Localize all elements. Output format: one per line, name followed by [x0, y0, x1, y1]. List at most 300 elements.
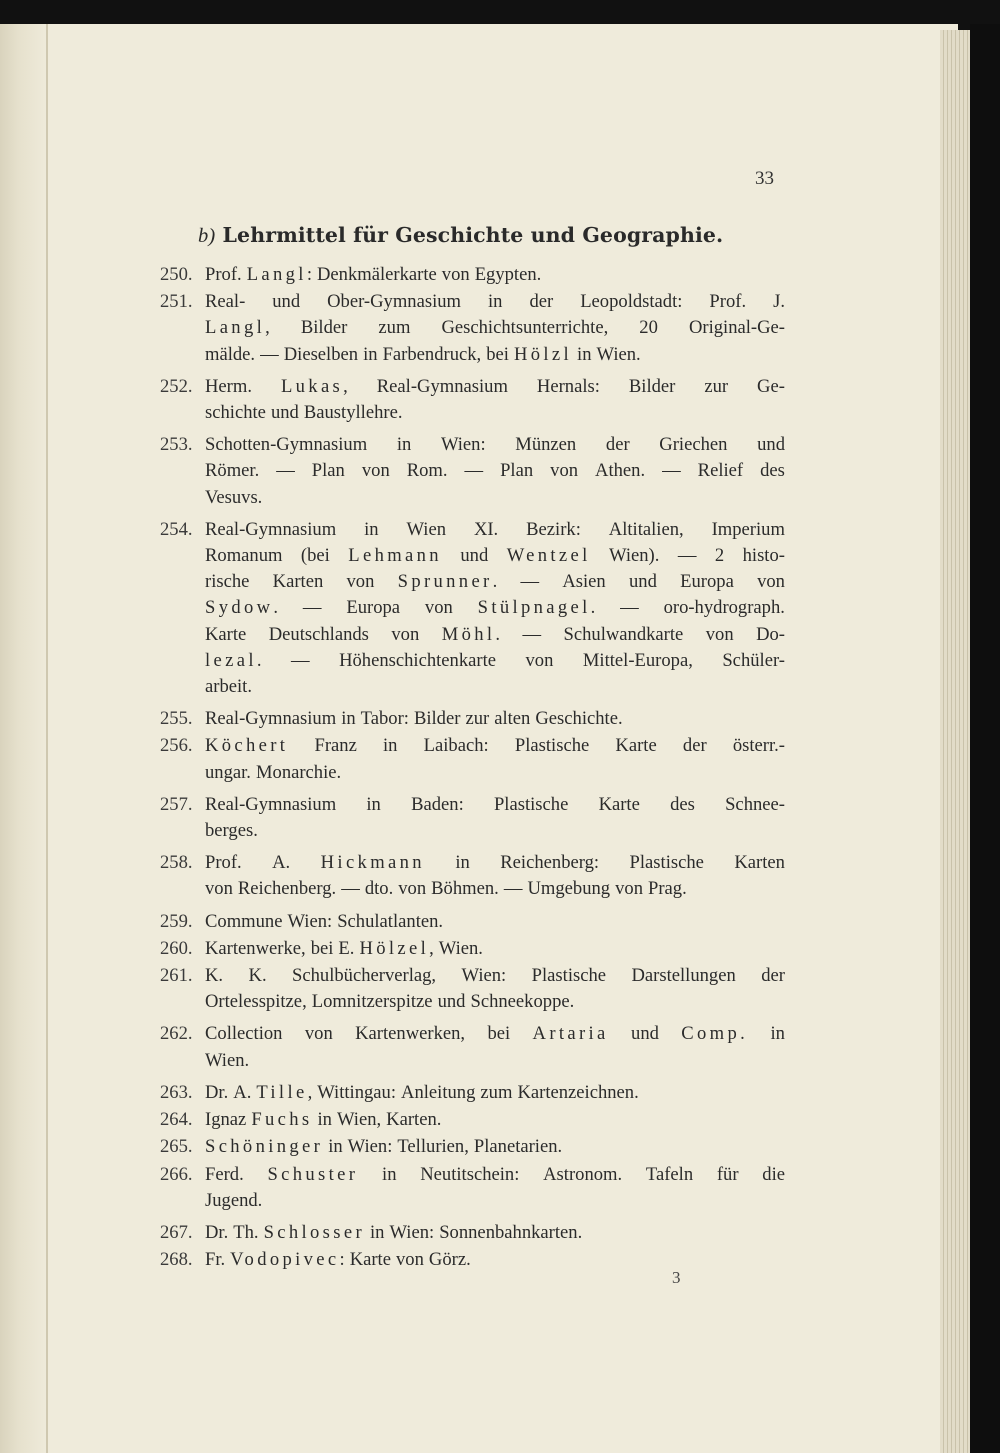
word — [398, 569, 498, 595]
text: Plastische — [629, 852, 704, 874]
spaced-name: Comp. — [681, 1023, 749, 1045]
entry-number: 264. — [160, 1109, 193, 1131]
word — [205, 936, 306, 962]
word — [474, 517, 498, 543]
word — [630, 850, 704, 876]
word — [438, 989, 466, 1015]
entry-line — [205, 622, 785, 648]
text: Tabor: — [360, 708, 409, 730]
word — [301, 315, 347, 341]
spaced-name: Schöninger — [205, 1136, 324, 1158]
entry-number: 250. — [160, 264, 193, 285]
entry-list — [160, 262, 785, 1274]
page-gutter — [0, 24, 48, 1453]
text: bei — [486, 343, 509, 365]
entry-number: 251. — [160, 291, 193, 313]
word — [205, 1021, 282, 1047]
word — [629, 374, 675, 400]
text: von — [205, 878, 233, 900]
word — [359, 936, 433, 962]
text: — — [620, 597, 639, 619]
text: von — [441, 264, 470, 285]
text: Farbendruck, — [382, 343, 482, 365]
text: Athen. — [595, 460, 646, 482]
spaced-name: Hölzl — [513, 343, 573, 365]
word — [346, 595, 400, 621]
text: Karte — [598, 793, 640, 815]
text: Mittel-Europa, — [582, 649, 693, 671]
text: Schulbücherverlag, — [292, 965, 437, 987]
entry-line — [205, 485, 785, 511]
word — [529, 289, 553, 315]
word — [527, 876, 610, 902]
word — [315, 733, 357, 759]
text: die — [762, 1163, 785, 1185]
text: ungar. — [205, 761, 251, 783]
text: berges. — [205, 820, 258, 842]
text: von — [424, 597, 453, 619]
list-item — [160, 1247, 785, 1273]
text: des — [760, 460, 785, 482]
page-edges — [940, 30, 970, 1453]
word — [488, 289, 502, 315]
entry-line — [205, 374, 785, 400]
text: bei — [310, 937, 334, 959]
entry-line — [205, 733, 785, 759]
text: — — [302, 597, 322, 619]
entry-number: 253. — [160, 434, 193, 456]
text: Plan — [500, 460, 534, 482]
word — [271, 400, 299, 426]
word — [205, 1247, 225, 1273]
signature-mark: 3 — [672, 1268, 681, 1287]
word — [662, 458, 681, 484]
text: der — [682, 735, 707, 757]
word — [698, 458, 743, 484]
entry-line — [205, 517, 785, 543]
list-item — [160, 1162, 785, 1214]
text: von — [361, 460, 390, 482]
text: von — [346, 571, 375, 593]
text: rische — [205, 571, 250, 593]
text: Geschichte. — [535, 708, 623, 730]
word — [311, 936, 334, 962]
word — [256, 1080, 312, 1106]
word — [597, 342, 641, 368]
word — [205, 543, 282, 569]
text: dto. — [364, 878, 394, 900]
text: Ortelesspitze, — [205, 991, 307, 1013]
word — [517, 1080, 638, 1106]
list-item — [160, 374, 785, 426]
word — [743, 543, 785, 569]
entry-number: 259. — [160, 910, 193, 932]
spaced-name: Köchert — [205, 735, 289, 757]
text: Deutschlands — [268, 623, 369, 645]
text: , — [307, 1081, 313, 1103]
entry-line — [205, 1107, 785, 1133]
word — [543, 1162, 622, 1188]
word — [420, 1162, 519, 1188]
text: Münzen — [515, 434, 577, 456]
entry-line — [205, 1048, 785, 1074]
word — [494, 706, 530, 732]
text: : — [306, 264, 312, 285]
word — [397, 432, 411, 458]
word — [532, 963, 606, 989]
spaced-name: Hickmann — [320, 852, 425, 874]
spaced-name: Tille — [256, 1081, 308, 1103]
word — [411, 792, 464, 818]
word — [504, 876, 523, 902]
text: — — [677, 545, 697, 567]
word — [715, 543, 724, 569]
entry-number: 256. — [160, 735, 193, 757]
entry-line — [205, 315, 785, 341]
word — [761, 963, 785, 989]
text: Bilder — [628, 375, 676, 397]
word — [487, 1021, 510, 1047]
word — [284, 342, 358, 368]
word — [760, 458, 785, 484]
word — [631, 1021, 659, 1047]
word — [288, 909, 333, 935]
word — [639, 315, 658, 341]
text: Kartenzeichnen. — [517, 1081, 639, 1103]
word — [678, 543, 697, 569]
word — [377, 374, 508, 400]
text: in — [370, 1221, 385, 1243]
word — [670, 792, 695, 818]
text: . — [273, 597, 279, 619]
word — [321, 850, 425, 876]
spaced-name: Möhl — [441, 623, 496, 645]
list-item — [160, 936, 785, 962]
list-item — [160, 706, 785, 732]
text: Jugend. — [205, 1189, 263, 1211]
text: Karten. — [386, 1109, 442, 1131]
word — [386, 1107, 441, 1133]
word — [205, 432, 367, 458]
word — [317, 262, 437, 288]
word — [397, 1134, 469, 1160]
text: Schnee- — [725, 793, 785, 815]
word — [260, 342, 279, 368]
entry-line — [205, 706, 785, 732]
word — [414, 706, 460, 732]
word — [205, 569, 249, 595]
text: Wien: — [440, 434, 486, 456]
word — [304, 400, 403, 426]
text: von — [757, 571, 785, 593]
text: Prof. — [709, 291, 747, 313]
text: , — [343, 375, 348, 397]
text: für — [716, 1163, 739, 1185]
word — [318, 1107, 332, 1133]
entry-line — [205, 1134, 785, 1160]
text: Karten — [272, 571, 324, 593]
word — [500, 458, 533, 484]
entry-line — [205, 432, 785, 458]
word — [205, 792, 336, 818]
word — [264, 1220, 365, 1246]
spaced-name: Vodopivec — [230, 1249, 340, 1271]
word — [205, 818, 258, 844]
text: Europa — [680, 571, 734, 593]
text: in — [328, 1136, 343, 1158]
word — [205, 1134, 323, 1160]
word — [205, 1162, 244, 1188]
word — [327, 289, 461, 315]
text: alten — [494, 708, 531, 730]
text: von — [398, 878, 427, 900]
text: , — [429, 937, 434, 959]
text: Real-Gymnasium — [205, 518, 337, 540]
word — [378, 315, 410, 341]
text: K. — [205, 965, 224, 987]
word — [251, 1107, 312, 1133]
word — [276, 458, 295, 484]
text: — — [276, 460, 295, 482]
entry-line — [205, 963, 785, 989]
text: Wittingau: — [317, 1081, 397, 1103]
word — [646, 1162, 693, 1188]
text: Römer. — [205, 460, 260, 482]
word — [562, 569, 605, 595]
section-letter: b) — [198, 225, 216, 247]
word — [431, 876, 499, 902]
word — [533, 1021, 609, 1047]
text: Wien, — [336, 1109, 382, 1131]
word — [383, 342, 482, 368]
word — [205, 989, 307, 1015]
text: Franz — [314, 735, 357, 757]
word — [256, 760, 341, 786]
section-heading — [198, 223, 723, 248]
word — [475, 262, 542, 288]
text: Wien: — [287, 910, 333, 932]
text: Baustyllehre. — [303, 402, 403, 424]
text: Rom. — [406, 460, 448, 482]
word — [521, 569, 540, 595]
word — [442, 262, 470, 288]
text: mälde. — [205, 343, 256, 365]
word — [337, 1107, 381, 1133]
text: Altitalien, — [608, 518, 684, 540]
word — [205, 622, 246, 648]
text: Wien: — [347, 1136, 393, 1158]
text: Plan — [311, 460, 345, 482]
spaced-name: Langl — [246, 264, 307, 285]
text: Wien). — [609, 545, 660, 567]
word — [474, 1134, 562, 1160]
list-item — [160, 909, 785, 935]
word — [205, 1080, 228, 1106]
entry-line — [205, 760, 785, 786]
text: Collection — [205, 1023, 283, 1045]
word — [486, 342, 509, 368]
entry-line — [205, 543, 785, 569]
text: J. — [773, 291, 785, 313]
word — [362, 458, 390, 484]
text: und — [437, 991, 466, 1013]
word — [756, 622, 785, 648]
text: Wien. — [205, 1049, 250, 1071]
word — [606, 432, 630, 458]
word — [507, 543, 591, 569]
word — [205, 733, 288, 759]
word — [205, 458, 259, 484]
word — [305, 1021, 333, 1047]
word — [550, 458, 578, 484]
word — [429, 1247, 471, 1273]
word — [441, 315, 608, 341]
word — [629, 569, 657, 595]
spaced-name: Artaria — [532, 1023, 609, 1045]
entry-line — [205, 400, 785, 426]
text: Th. — [233, 1221, 259, 1243]
word — [757, 569, 785, 595]
text: zum — [378, 317, 411, 339]
text: schichte — [205, 402, 266, 424]
list-item — [160, 1220, 785, 1246]
entry-number: 252. — [160, 375, 193, 397]
spaced-name: Wentzel — [506, 545, 591, 567]
text: und — [631, 1023, 659, 1045]
text: : — [339, 1249, 345, 1271]
text: Darstellungen — [631, 965, 736, 987]
text: Denkmälerkarte — [317, 264, 437, 285]
text: in — [396, 434, 412, 456]
entry-line — [205, 989, 785, 1015]
entry-line — [205, 569, 785, 595]
text: Sonnenbahnkarten. — [439, 1221, 583, 1243]
entry-number: 263. — [160, 1081, 193, 1103]
text: in — [488, 291, 503, 313]
word — [683, 733, 707, 759]
word — [577, 342, 591, 368]
word — [733, 733, 785, 759]
text: und — [272, 291, 301, 313]
word — [205, 485, 262, 511]
word — [704, 374, 728, 400]
text: Anleitung — [401, 1081, 476, 1103]
text: — — [522, 623, 542, 645]
word — [773, 289, 785, 315]
word — [522, 622, 541, 648]
text: Umgebung — [527, 878, 611, 900]
text: Schneekoppe. — [470, 991, 575, 1013]
word — [281, 374, 348, 400]
word — [391, 622, 419, 648]
word — [620, 595, 639, 621]
text: Ferd. — [205, 1163, 244, 1185]
word — [205, 963, 223, 989]
text: — — [503, 878, 523, 900]
text: Astronom. — [543, 1163, 623, 1185]
word — [205, 850, 242, 876]
text: in — [577, 343, 592, 365]
word — [537, 374, 600, 400]
text: in — [770, 1023, 785, 1045]
text: A. — [233, 1081, 252, 1103]
word — [757, 374, 785, 400]
word — [441, 432, 486, 458]
word — [494, 792, 568, 818]
text: von — [525, 649, 554, 671]
word — [762, 1162, 785, 1188]
word — [648, 876, 687, 902]
spaced-name: Langl — [205, 317, 266, 339]
word — [734, 850, 785, 876]
text: Schotten-Gymnasium — [205, 434, 368, 456]
entry-line — [205, 648, 785, 674]
text: E. — [338, 937, 355, 959]
text: , — [265, 317, 270, 339]
word — [439, 936, 483, 962]
text: Vesuvs. — [205, 486, 263, 508]
word — [462, 963, 507, 989]
text: Europa — [346, 597, 401, 619]
word — [757, 432, 785, 458]
word — [709, 289, 746, 315]
text: in — [317, 1109, 332, 1131]
word — [401, 1080, 475, 1106]
spaced-name: Sydow — [205, 597, 274, 619]
text: Reichenberg. — [237, 878, 337, 900]
word — [205, 909, 282, 935]
gutter-line — [46, 24, 48, 1453]
word — [328, 1134, 342, 1160]
text: Griechen — [659, 434, 728, 456]
list-item — [160, 289, 785, 368]
text: Dieselben — [283, 343, 359, 365]
word — [370, 1220, 384, 1246]
list-item — [160, 1080, 785, 1106]
entry-line — [205, 876, 785, 902]
word — [348, 1134, 393, 1160]
entry-line — [205, 818, 785, 844]
word — [312, 458, 345, 484]
text: Planetarien. — [473, 1136, 563, 1158]
text: Wien: — [389, 1221, 435, 1243]
word — [398, 876, 426, 902]
entry-line — [205, 1247, 785, 1273]
text: Plastische — [493, 793, 569, 815]
text: Schüler- — [722, 649, 785, 671]
text: Bilder — [300, 317, 348, 339]
text: Dr. — [205, 1221, 229, 1243]
entry-number: 268. — [160, 1249, 193, 1271]
text: und — [757, 434, 785, 456]
entry-line — [205, 1220, 785, 1246]
text: Karten — [734, 852, 785, 874]
word — [238, 876, 336, 902]
text: . — [590, 597, 596, 619]
word — [348, 543, 442, 569]
word — [366, 792, 380, 818]
text: Do- — [756, 623, 785, 645]
text: — — [341, 878, 360, 900]
word — [272, 850, 290, 876]
entry-number: 258. — [160, 852, 193, 874]
word — [439, 1220, 582, 1246]
text: Bezirk: — [526, 518, 581, 540]
entry-line — [205, 850, 785, 876]
text: in — [363, 343, 378, 365]
word — [205, 1220, 228, 1246]
word — [292, 963, 436, 989]
